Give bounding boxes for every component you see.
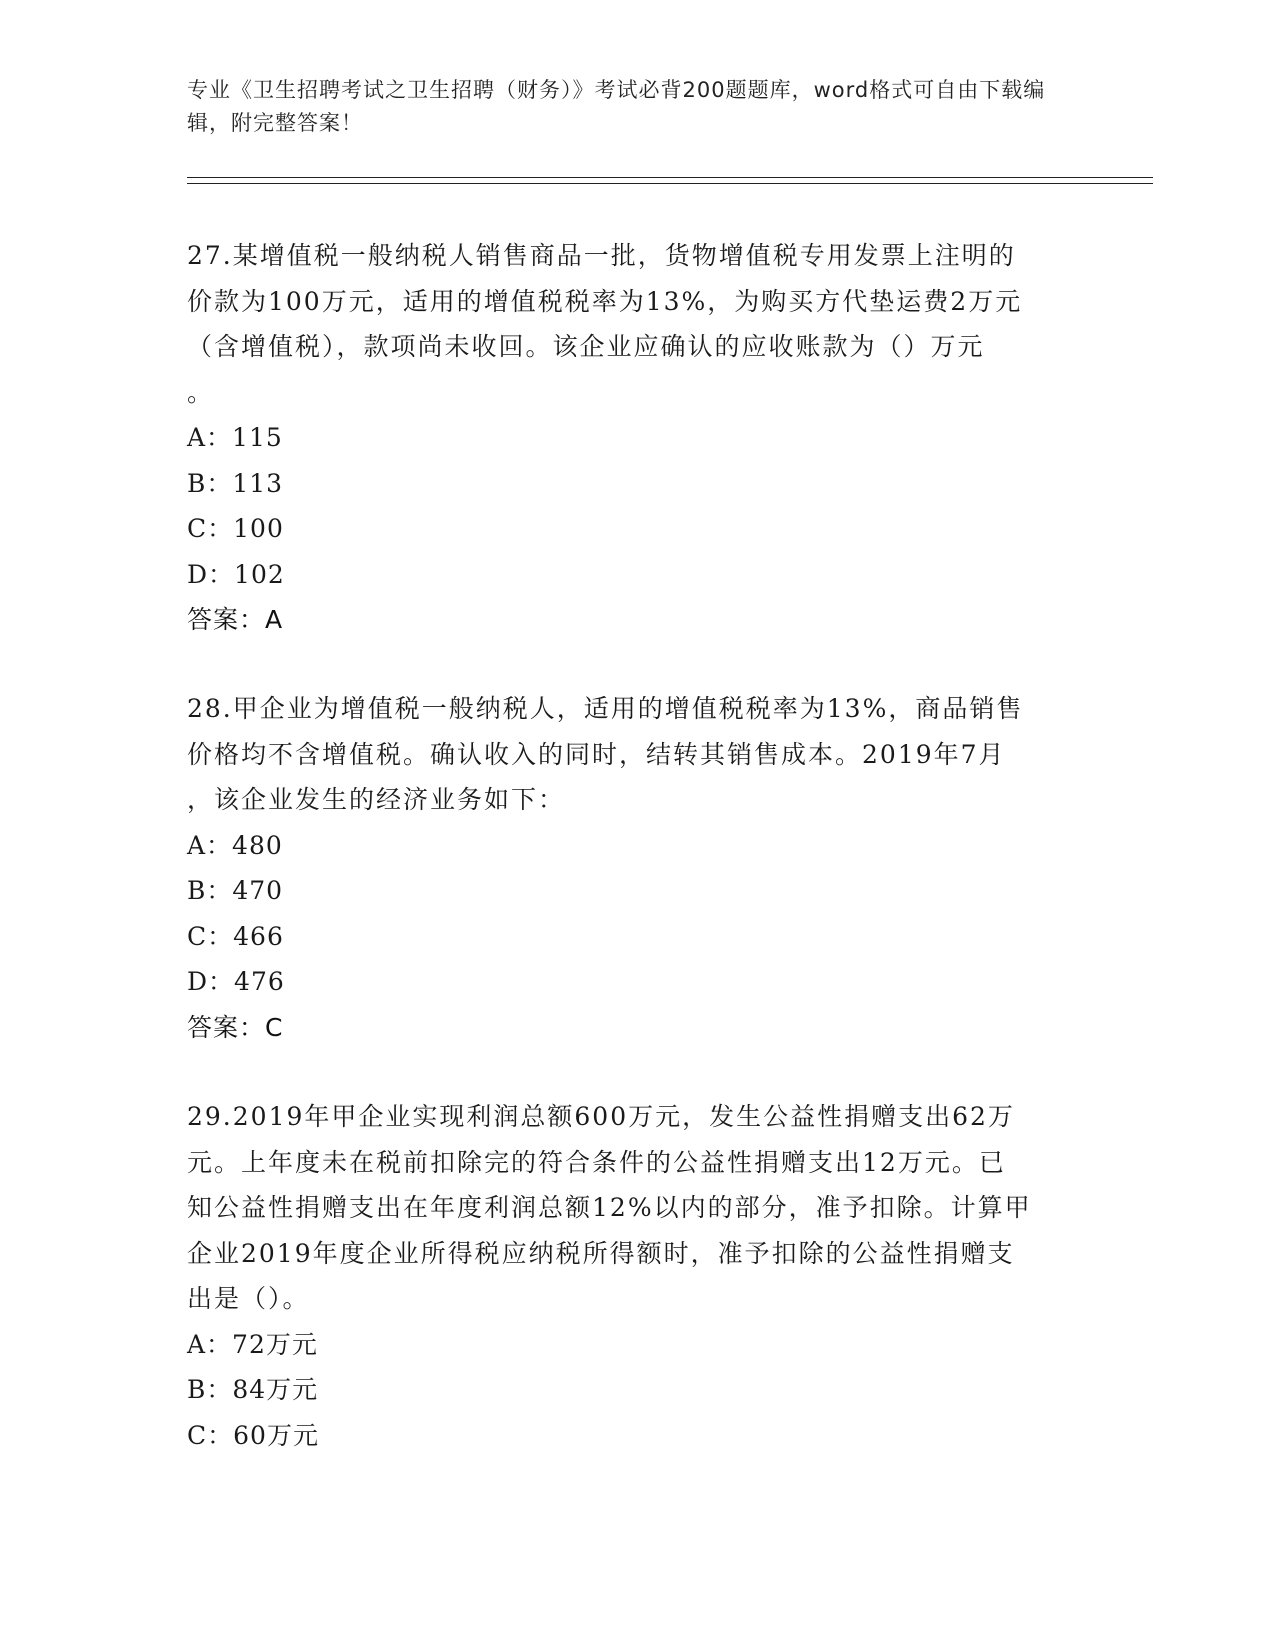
option-c: C：60万元 bbox=[187, 1420, 319, 1450]
option-list bbox=[187, 1322, 1087, 1459]
answer-line: 答案：C bbox=[187, 1012, 284, 1042]
option-c: C：100 bbox=[187, 514, 284, 543]
option-b: B：470 bbox=[187, 876, 284, 905]
option-d: D：102 bbox=[187, 559, 285, 589]
option-c: C：466 bbox=[187, 921, 284, 951]
answer-line: 答案：A bbox=[187, 605, 284, 634]
option-b: B：84万元 bbox=[187, 1375, 319, 1404]
option-d: D：476 bbox=[187, 967, 285, 996]
option-b: B：113 bbox=[187, 468, 284, 498]
option-a: A：480 bbox=[187, 830, 283, 860]
option-list bbox=[187, 823, 1087, 1005]
question-stem: 27.某增值税一般纳税人销售商品一批，货物增值税专用发票上注明的 价款为100万元，适用的增值税税率为13%，为购买方代垫运费2万元 （含增值税），款项尚未收回。该企业应确认的应收账款为（）万元 。 bbox=[187, 241, 1023, 407]
option-a: A：115 bbox=[187, 423, 283, 452]
header-divider-top bbox=[187, 177, 1153, 178]
question-stem: 28.甲企业为增值税一般纳税人，适用的增值税税率为13%，商品销售 价格均不含增值税。确认收入的同时，结转其销售成本。2019年7月 ，该企业发生的经济业务如下： bbox=[187, 694, 1024, 814]
document-header: 专业《卫生招聘考试之卫生招聘（财务）》考试必背200题题库，word格式可自由下载编辑，附完整答案！ bbox=[187, 78, 1046, 135]
option-a: A：72万元 bbox=[187, 1329, 318, 1359]
question-28 bbox=[187, 686, 1087, 1050]
question-27 bbox=[187, 233, 1087, 643]
question-stem: 29.2019年甲企业实现利润总额600万元，发生公益性捐赠支出62万 元。上年度未在税前扣除完的符合条件的公益性捐赠支出12万元。已 知公益性捐赠支出在年度利润总额12%以内的部分，准予扣除。计算甲 企业2019年度企业所得税应纳税所得额时，准予扣除的公益性捐赠支 出是（）。 bbox=[187, 1102, 1032, 1313]
question-29 bbox=[187, 1094, 1087, 1458]
header-divider-bottom bbox=[187, 183, 1153, 184]
option-list bbox=[187, 415, 1087, 597]
